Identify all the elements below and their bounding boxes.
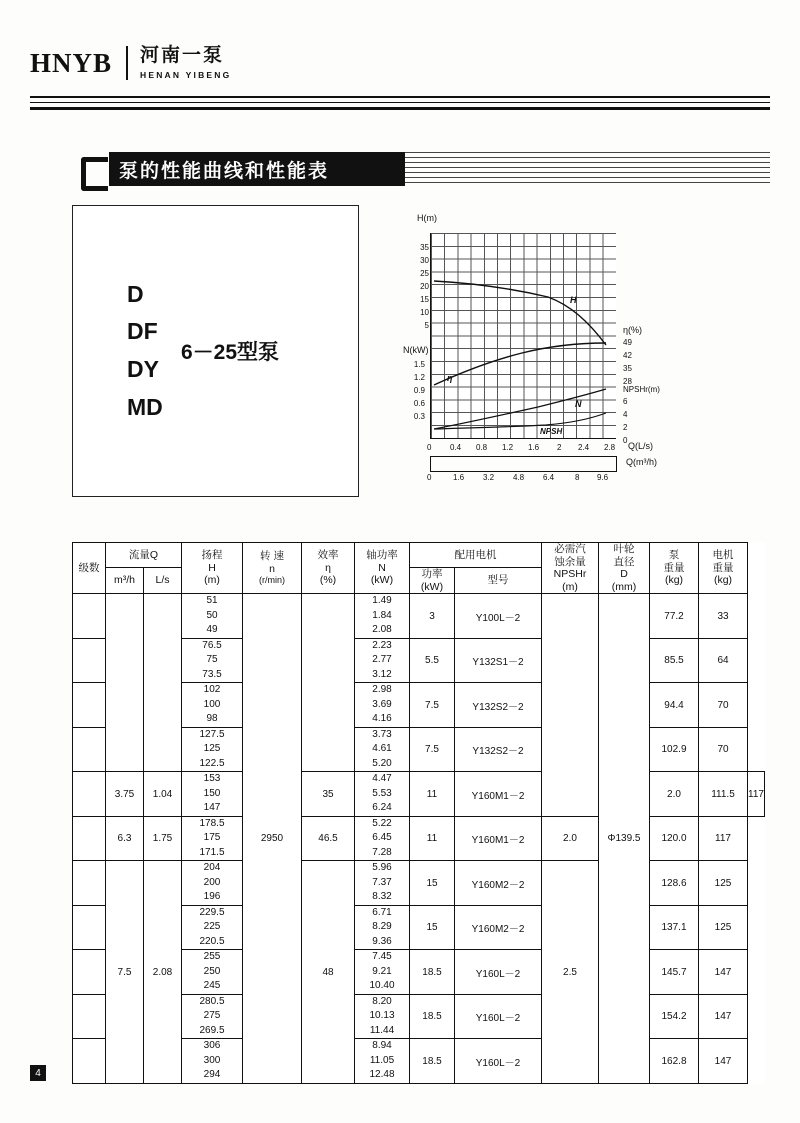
head-b: 300 <box>203 1054 221 1066</box>
cell-power <box>355 905 410 950</box>
cell-eff: 35 <box>302 772 355 817</box>
section-title-bar <box>75 152 405 186</box>
head-a: 306 <box>203 1040 221 1052</box>
th-speed-l2: n <box>269 562 275 575</box>
xtick-m3h-48: 4.8 <box>513 473 525 482</box>
cell-pump-weight: 120.0 <box>650 816 699 861</box>
ytick-npsh-0: 0 <box>623 436 628 445</box>
cell-pump-weight: 94.4 <box>650 683 699 728</box>
head-a: 280.5 <box>199 995 225 1007</box>
cell-flow-m3h: 6.3 <box>106 816 144 861</box>
th-eff-l3: (%) <box>319 574 337 587</box>
power-b: 6.45 <box>372 832 392 844</box>
chart-ylabel-head: H(m) <box>417 213 437 223</box>
th-head-l1: 扬程 <box>201 549 223 562</box>
cell-flow-ls: 1.75 <box>144 816 182 861</box>
ytick-head-30: 30 <box>420 256 429 265</box>
cell-motor-model: Y100L－2 <box>455 594 542 639</box>
cell-motor-weight: 147 <box>699 1039 748 1084</box>
cell-motor-kw: 18.5 <box>410 950 455 995</box>
curve-label-npsh: NPSH <box>540 427 563 436</box>
th-motorw-l3: (kg) <box>713 574 733 587</box>
head-b: 175 <box>203 832 221 844</box>
power-c: 3.12 <box>372 668 392 680</box>
curve-label-h: H <box>570 295 577 305</box>
cell-power <box>355 727 410 772</box>
cell-power <box>355 1039 410 1084</box>
chart-xlabel-m3h: Q(m³/h) <box>626 457 657 467</box>
power-a: 3.73 <box>372 728 392 740</box>
chart-ylabel-power: N(kW) <box>403 345 429 355</box>
head-a: 204 <box>203 862 221 874</box>
head-c: 147 <box>203 802 221 814</box>
head-c: 220.5 <box>199 935 225 947</box>
cell-pump-weight: 137.1 <box>650 905 699 950</box>
ytick-eff-42: 42 <box>623 351 632 360</box>
model-type-label: 6－25型泵 <box>181 341 280 364</box>
cell-motor-kw: 3 <box>410 594 455 639</box>
cell-npsh: 2.0 <box>650 772 699 817</box>
xtick-ls-24: 2.4 <box>578 443 590 452</box>
xtick-m3h-64: 6.4 <box>543 473 555 482</box>
head-a: 153 <box>203 773 221 785</box>
head-c: 98 <box>206 713 218 725</box>
head-c: 269.5 <box>199 1024 225 1036</box>
power-b: 9.21 <box>372 965 392 977</box>
power-b: 8.29 <box>372 921 392 933</box>
head-c: 49 <box>206 624 218 636</box>
th-motorw-l1: 电机 <box>712 549 734 562</box>
cell-motor-kw: 7.5 <box>410 683 455 728</box>
xtick-ls-0: 0 <box>427 443 432 452</box>
power-c: 8.32 <box>372 891 392 903</box>
power-b: 4.61 <box>372 743 392 755</box>
th-imp-l1: 叶轮 <box>613 543 635 555</box>
cell-pump-weight: 85.5 <box>650 638 699 683</box>
power-a: 8.94 <box>372 1040 392 1052</box>
ytick-npsh-2: 2 <box>623 423 628 432</box>
cell-head <box>182 816 243 861</box>
th-pumpw-l2: 重量 <box>663 561 685 574</box>
th-power <box>355 543 410 594</box>
th-motor-power-l1: 功率 <box>421 568 443 581</box>
ytick-eff-49: 49 <box>623 338 632 347</box>
xtick-ls-04: 0.4 <box>450 443 462 452</box>
cell-motor-model: Y160M2－2 <box>455 861 542 906</box>
head-a: 102 <box>203 684 221 696</box>
ytick-power-12: 1.2 <box>413 373 425 382</box>
model-line-4: MD <box>127 394 163 420</box>
head-b: 125 <box>203 743 221 755</box>
cell-pump-weight: 77.2 <box>650 594 699 639</box>
cell-pump-weight: 154.2 <box>650 994 699 1039</box>
head-a: 229.5 <box>199 906 225 918</box>
cell-motor-weight: 70 <box>699 727 748 772</box>
cell-head <box>182 683 243 728</box>
logo-divider <box>126 46 128 80</box>
ytick-head-5: 5 <box>424 321 429 330</box>
power-a: 8.20 <box>372 995 392 1007</box>
head-c: 294 <box>203 1069 221 1081</box>
cell-head <box>182 594 243 639</box>
power-c: 6.24 <box>372 802 392 814</box>
cell-flow-ls: 2.08 <box>144 861 182 1084</box>
section-corner-bracket-icon <box>75 152 109 186</box>
th-pumpw-l3: (kg) <box>664 574 684 587</box>
cell-stage <box>73 905 106 950</box>
cell-motor-kw: 11 <box>410 772 455 817</box>
th-stage: 级数 <box>73 543 106 594</box>
cell-motor-kw: 15 <box>410 861 455 906</box>
xtick-m3h-8: 8 <box>575 473 580 482</box>
th-motor-power <box>410 568 455 594</box>
cell-motor-kw: 5.5 <box>410 638 455 683</box>
xtick-ls-16: 1.6 <box>528 443 540 452</box>
model-line-3: DY <box>127 356 159 382</box>
header-rules <box>30 96 770 114</box>
rule-line-1 <box>30 96 770 98</box>
th-imp-l3: D <box>620 568 628 581</box>
cell-stage <box>73 638 106 683</box>
table-header-row-1 <box>73 543 765 568</box>
section-decorative-lines <box>405 152 770 186</box>
th-motor-model: 型号 <box>455 568 542 594</box>
head-b: 200 <box>203 876 221 888</box>
xtick-ls-12: 1.2 <box>502 443 514 452</box>
table-row <box>73 816 765 861</box>
power-c: 4.16 <box>372 713 392 725</box>
cell-motor-model: Y132S1－2 <box>455 638 542 683</box>
th-impeller <box>599 543 650 594</box>
th-eff-l1: 效率 <box>317 549 339 562</box>
cell-power <box>355 772 410 817</box>
cell-impeller: Φ139.5 <box>599 594 650 1084</box>
cell-stage <box>73 594 106 639</box>
xtick-m3h-96: 9.6 <box>597 473 609 482</box>
ytick-head-15: 15 <box>420 295 429 304</box>
cell-eff <box>302 594 355 772</box>
cell-stage <box>73 861 106 906</box>
cell-head <box>182 861 243 906</box>
cell-head <box>182 638 243 683</box>
cell-motor-model: Y160M1－2 <box>455 816 542 861</box>
power-c: 2.08 <box>372 624 392 636</box>
xtick-ls-2: 2 <box>557 443 562 452</box>
head-c: 122.5 <box>199 757 225 769</box>
power-c: 7.28 <box>372 846 392 858</box>
rule-line-3 <box>30 107 770 110</box>
table-row <box>73 594 765 639</box>
cell-motor-model: Y160L－2 <box>455 1039 542 1084</box>
ytick-power-09: 0.9 <box>413 386 425 395</box>
cell-flow-m3h: 7.5 <box>106 861 144 1084</box>
th-npsh-l2: 蚀余量 <box>554 555 586 568</box>
cell-motor-model: Y160M1－2 <box>455 772 542 817</box>
curve-label-eta: η <box>447 373 453 383</box>
cell-flow-m3h: 3.75 <box>106 772 144 817</box>
cell-motor-model: Y160M2－2 <box>455 905 542 950</box>
table-row <box>73 861 765 906</box>
head-c: 73.5 <box>202 668 222 680</box>
cell-motor-kw: 18.5 <box>410 994 455 1039</box>
cell-motor-model: Y160L－2 <box>455 994 542 1039</box>
cell-motor-kw: 7.5 <box>410 727 455 772</box>
power-a: 2.23 <box>372 639 392 651</box>
th-head-l2: H <box>208 561 216 574</box>
head-b: 100 <box>203 698 221 710</box>
cell-power <box>355 994 410 1039</box>
ytick-head-25: 25 <box>420 269 429 278</box>
curve-label-n: N <box>575 399 582 409</box>
cell-power <box>355 594 410 639</box>
cell-motor-kw: 11 <box>410 816 455 861</box>
ytick-power-06: 0.6 <box>413 399 425 408</box>
th-npsh-l3: NPSHr <box>553 568 587 581</box>
ytick-npsh-4: 4 <box>623 410 628 419</box>
cell-motor-weight: 70 <box>699 683 748 728</box>
cell-pump-weight: 102.9 <box>650 727 699 772</box>
cell-motor-model: Y160L－2 <box>455 950 542 995</box>
th-flow-ls: L/s <box>144 568 182 594</box>
head-b: 225 <box>203 921 221 933</box>
head-c: 245 <box>203 980 221 992</box>
power-c: 5.20 <box>372 757 392 769</box>
cell-motor-model: Y132S2－2 <box>455 683 542 728</box>
logo-mark-text: HNYB <box>30 47 113 78</box>
ytick-head-10: 10 <box>420 308 429 317</box>
chart-curves <box>430 233 615 438</box>
chart-ylabel-npsh: NPSHr(m) <box>623 385 660 394</box>
cell-npsh <box>542 594 599 817</box>
cell-head <box>182 772 243 817</box>
cell-stage <box>73 816 106 861</box>
th-flow-m3h: m³/h <box>106 568 144 594</box>
cell-head <box>182 905 243 950</box>
brand-logo <box>30 40 290 86</box>
power-a: 5.22 <box>372 817 392 829</box>
head-b: 275 <box>203 1010 221 1022</box>
cell-motor-weight: 117 <box>748 772 765 817</box>
cell-motor-kw: 15 <box>410 905 455 950</box>
th-npsh <box>542 543 599 594</box>
head-b: 150 <box>203 787 221 799</box>
cell-npsh: 2.5 <box>542 861 599 1084</box>
ytick-eff-28: 28 <box>623 377 632 386</box>
th-eff <box>302 543 355 594</box>
page-number-badge: 4 <box>30 1065 46 1081</box>
th-power-l1: 轴功率 <box>366 549 398 562</box>
table-row <box>73 772 765 817</box>
th-imp-l4: (mm) <box>611 580 637 593</box>
cell-flow-m3h <box>106 594 144 772</box>
cell-head <box>182 1039 243 1084</box>
logo-english-name: HENAN YIBENG <box>140 69 232 80</box>
cell-motor-kw: 18.5 <box>410 1039 455 1084</box>
section-title-text: 泵的性能曲线和性能表 <box>119 160 330 182</box>
power-a: 5.96 <box>372 862 392 874</box>
ytick-head-20: 20 <box>420 282 429 291</box>
head-b: 75 <box>206 654 218 666</box>
th-speed-l3: (r/min) <box>259 575 285 586</box>
cell-head <box>182 994 243 1039</box>
head-a: 178.5 <box>199 817 225 829</box>
cell-power <box>355 861 410 906</box>
head-a: 127.5 <box>199 728 225 740</box>
cell-eff: 46.5 <box>302 816 355 861</box>
model-line-1: D <box>127 281 144 307</box>
th-power-l3: (kW) <box>370 574 394 587</box>
cell-motor-model: Y132S2－2 <box>455 727 542 772</box>
power-b: 7.37 <box>372 876 392 888</box>
cell-eff: 48 <box>302 861 355 1084</box>
power-b: 3.69 <box>372 698 392 710</box>
cell-stage <box>73 994 106 1039</box>
th-speed <box>243 543 302 594</box>
th-head <box>182 543 243 594</box>
power-c: 9.36 <box>372 935 392 947</box>
head-b: 50 <box>206 609 218 621</box>
cell-pump-weight: 128.6 <box>650 861 699 906</box>
power-b: 1.84 <box>372 609 392 621</box>
th-flow-group: 流量Q <box>106 543 182 568</box>
head-b: 250 <box>203 965 221 977</box>
model-line-2: DF <box>127 318 158 344</box>
power-c: 10.40 <box>369 980 395 992</box>
power-b: 11.05 <box>369 1054 395 1066</box>
th-eff-l2: η <box>325 561 331 574</box>
cell-motor-weight: 125 <box>699 861 748 906</box>
cell-motor-weight: 147 <box>699 950 748 995</box>
power-c: 11.44 <box>369 1024 395 1036</box>
ytick-head-35: 35 <box>420 243 429 252</box>
performance-curve-chart <box>385 205 675 505</box>
cell-stage <box>73 772 106 817</box>
th-pumpw-l1: 泵 <box>668 549 680 562</box>
cell-flow-ls <box>144 594 182 772</box>
ytick-power-03: 0.3 <box>413 412 425 421</box>
head-c: 171.5 <box>199 846 225 858</box>
chart-xlabel-ls: Q(L/s) <box>628 441 654 451</box>
cell-power <box>355 950 410 995</box>
xtick-ls-28: 2.8 <box>604 443 616 452</box>
th-motor-group: 配用电机 <box>410 543 542 568</box>
cell-motor-weight: 33 <box>699 594 748 639</box>
cell-stage <box>73 727 106 772</box>
head-c: 196 <box>203 891 221 903</box>
th-speed-l1: 转 速 <box>260 550 284 563</box>
power-b: 10.13 <box>369 1010 395 1022</box>
th-motor-weight <box>699 543 748 594</box>
cell-npsh: 2.0 <box>542 816 599 861</box>
power-b: 2.77 <box>372 654 392 666</box>
ytick-power-15: 1.5 <box>413 360 425 369</box>
cell-head <box>182 727 243 772</box>
head-a: 51 <box>206 595 218 607</box>
cell-motor-weight: 147 <box>699 994 748 1039</box>
rule-line-2 <box>30 102 770 104</box>
logo-chinese-name: 河南一泵 <box>140 45 225 67</box>
xtick-m3h-0: 0 <box>427 473 432 482</box>
cell-motor-weight: 64 <box>699 638 748 683</box>
ytick-npsh-6: 6 <box>623 397 628 406</box>
xtick-m3h-32: 3.2 <box>483 473 495 482</box>
th-power-l2: N <box>378 561 386 574</box>
cell-power <box>355 638 410 683</box>
xtick-ls-08: 0.8 <box>476 443 488 452</box>
cell-power <box>355 683 410 728</box>
cell-speed: 2950 <box>243 594 302 1084</box>
cell-stage <box>73 950 106 995</box>
th-npsh-l4: (m) <box>562 580 578 593</box>
ytick-eff-35: 35 <box>623 364 632 373</box>
power-a: 4.47 <box>372 773 392 785</box>
xtick-m3h-16: 1.6 <box>453 473 465 482</box>
head-a: 255 <box>203 951 221 963</box>
power-a: 2.98 <box>372 684 392 696</box>
th-motor-power-l2: (kW) <box>420 580 444 593</box>
cell-pump-weight: 111.5 <box>699 772 748 817</box>
power-a: 1.49 <box>372 595 392 607</box>
cell-stage <box>73 683 106 728</box>
cell-pump-weight: 162.8 <box>650 1039 699 1084</box>
head-a: 76.5 <box>202 639 222 651</box>
power-a: 7.45 <box>372 951 392 963</box>
cell-motor-weight: 125 <box>699 905 748 950</box>
secondary-axis-box <box>430 456 617 472</box>
th-pump-weight <box>650 543 699 594</box>
th-imp-l2: 直径 <box>613 555 635 568</box>
power-c: 12.48 <box>369 1069 395 1081</box>
cell-power <box>355 816 410 861</box>
power-a: 6.71 <box>372 906 392 918</box>
cell-pump-weight: 145.7 <box>650 950 699 995</box>
th-motorw-l2: 重量 <box>712 561 734 574</box>
performance-table <box>72 542 765 1084</box>
th-head-l3: (m) <box>204 574 220 587</box>
cell-stage <box>73 1039 106 1084</box>
cell-motor-weight: 117 <box>699 816 748 861</box>
th-npsh-l1: 必需汽 <box>554 543 586 555</box>
cell-flow-ls: 1.04 <box>144 772 182 817</box>
chart-ylabel-eff: η(%) <box>623 325 643 335</box>
pump-model-box <box>72 205 359 497</box>
power-b: 5.53 <box>372 787 392 799</box>
cell-head <box>182 950 243 995</box>
